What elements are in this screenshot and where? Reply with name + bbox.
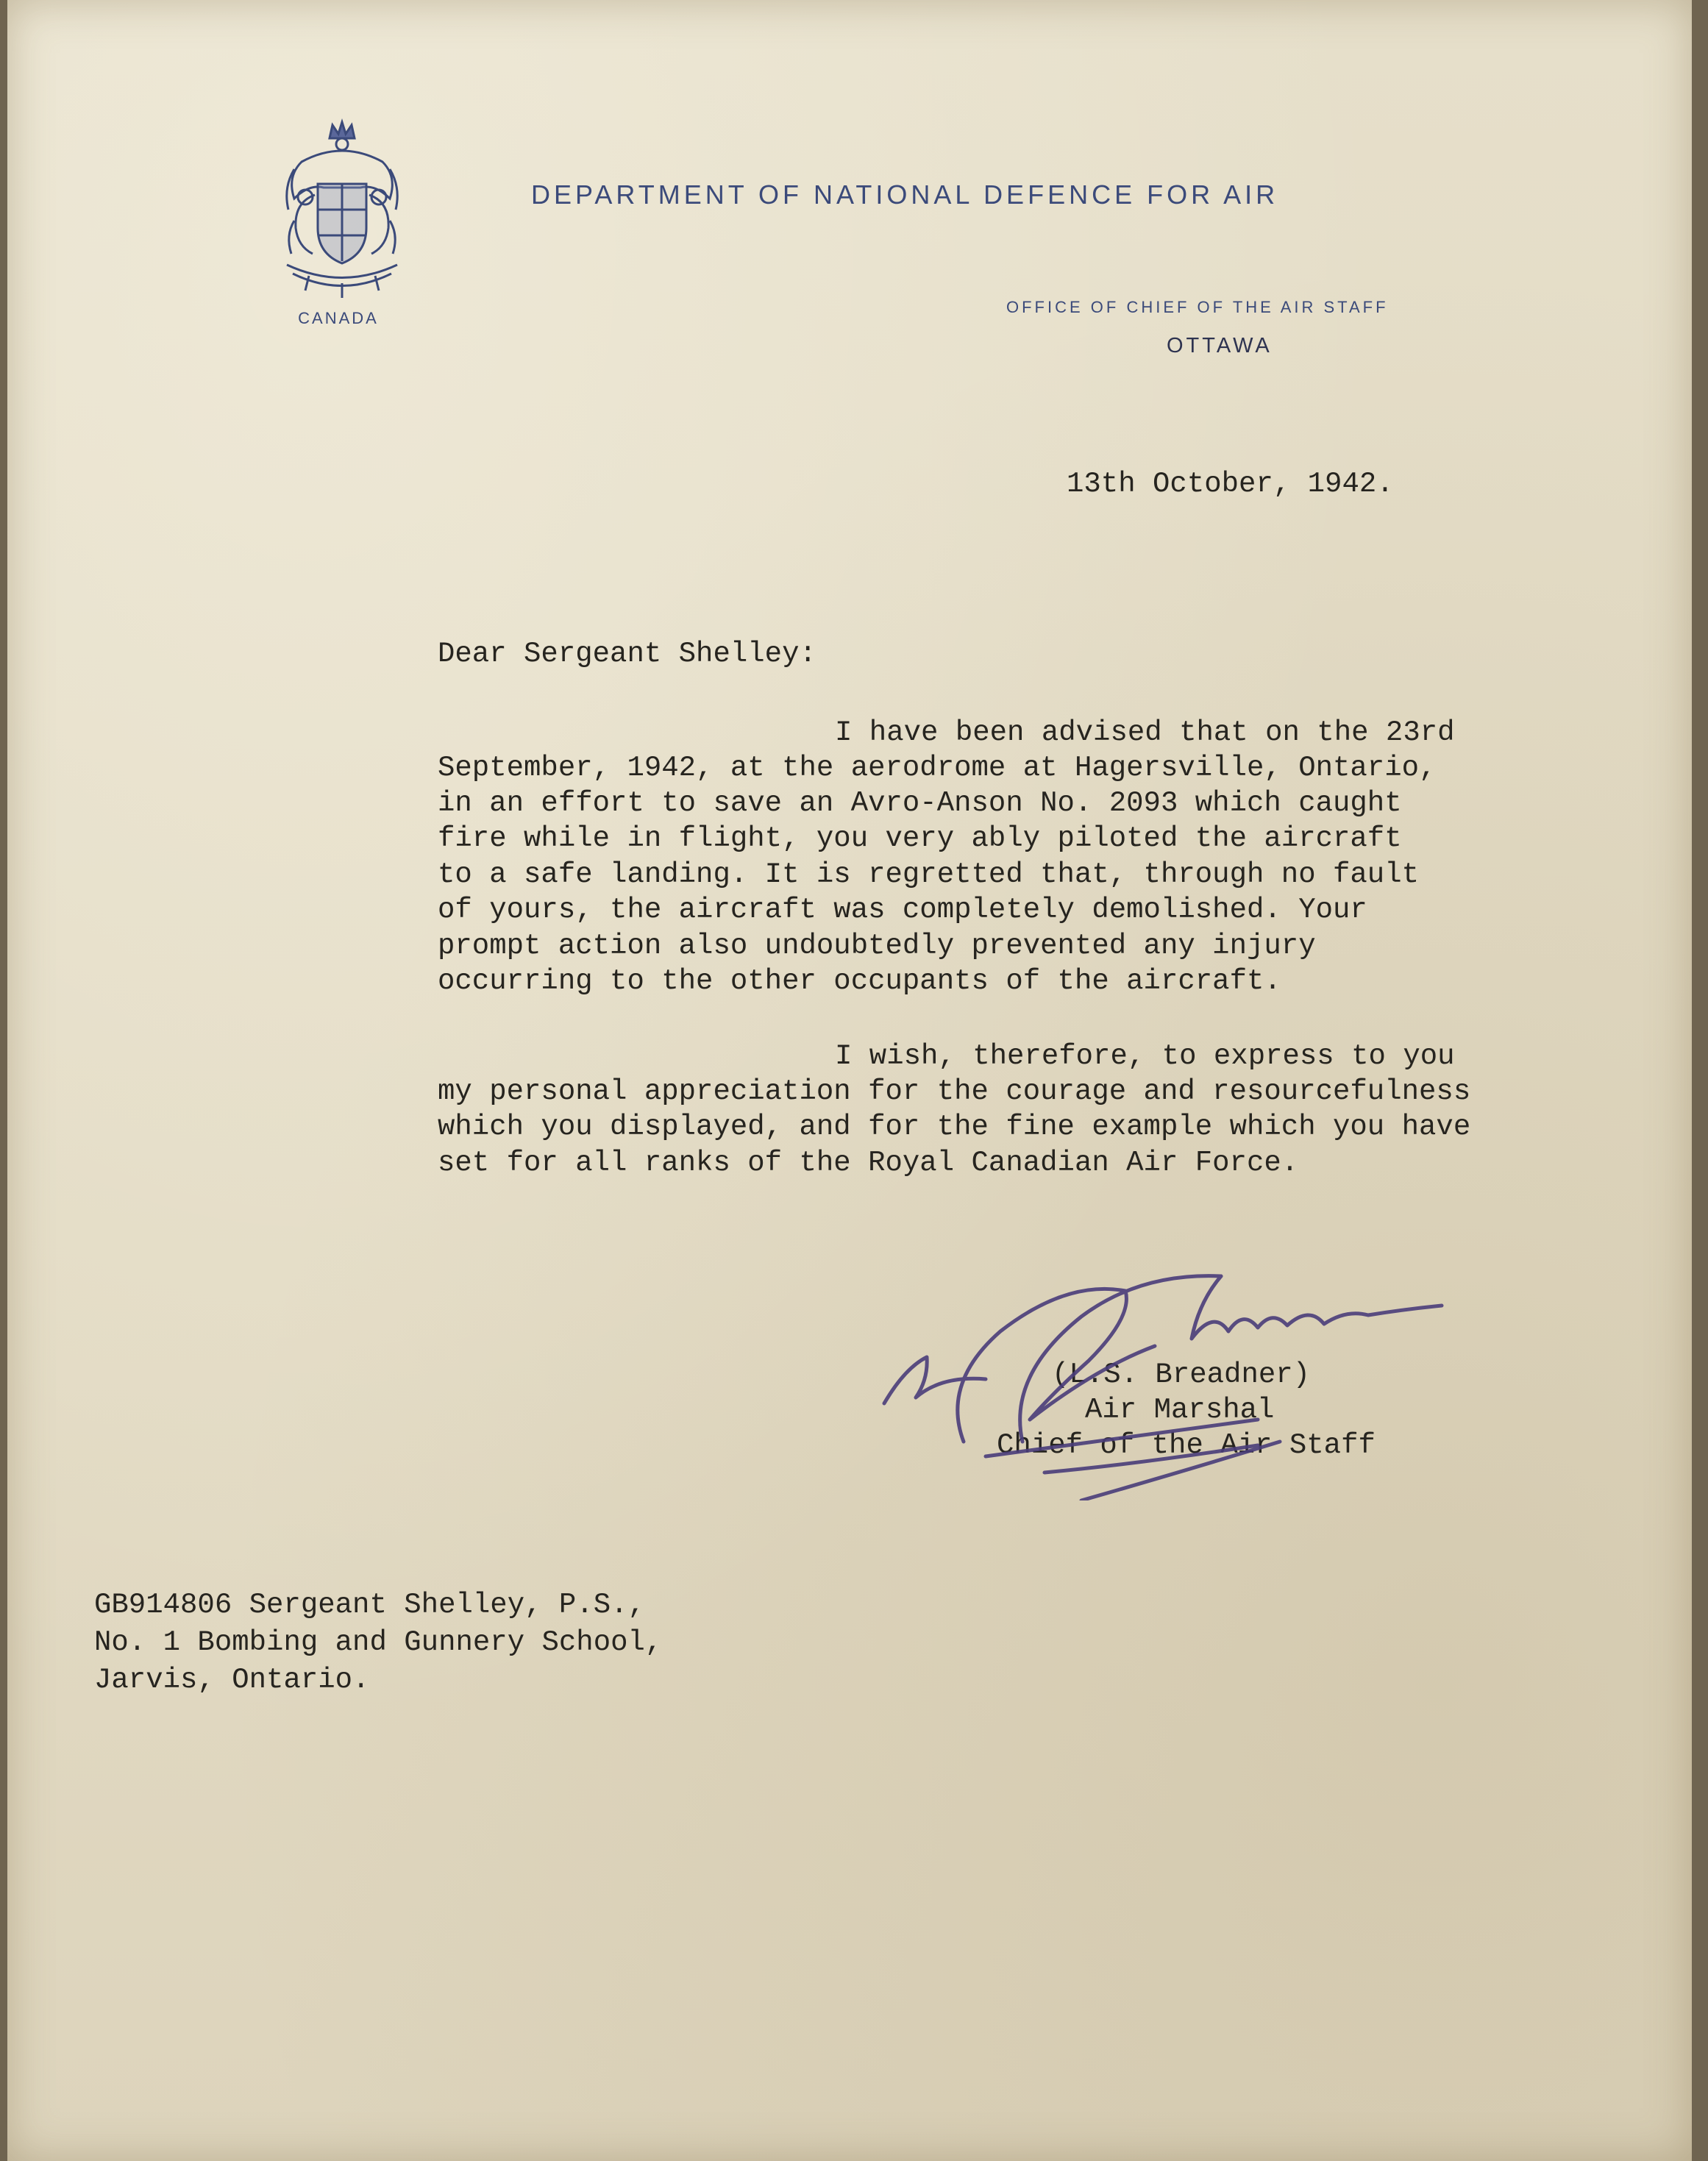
- office-city: OTTAWA: [1167, 334, 1273, 357]
- department-heading: DEPARTMENT OF NATIONAL DEFENCE FOR AIR: [531, 179, 1279, 210]
- office-heading: OFFICE OF CHIEF OF THE AIR STAFF: [1006, 298, 1389, 316]
- salutation: Dear Sergeant Shelley:: [438, 638, 816, 670]
- coat-of-arms-icon: [272, 118, 412, 302]
- paragraph1-line: prompt action also undoubtedly prevented any injury: [438, 930, 1316, 962]
- address-line: No. 1 Bombing and Gunnery School,: [94, 1626, 663, 1659]
- letter-page: [7, 0, 1692, 2161]
- paragraph1-line: of yours, the aircraft was completely demolished. Your: [438, 894, 1367, 926]
- handwritten-signature: [875, 1221, 1464, 1500]
- recipient-address: [94, 1587, 662, 1699]
- letter-date: 13th October, 1942.: [1067, 468, 1394, 500]
- paragraph1-line: occurring to the other occupants of the aircraft.: [438, 965, 1281, 997]
- paragraph2-line: which you displayed, and for the fine example which you have: [438, 1111, 1471, 1143]
- signatory-rank: Air Marshal: [1085, 1394, 1275, 1426]
- address-line: GB914806 Sergeant Shelley, P.S.,: [94, 1589, 645, 1621]
- crest-caption: CANADA: [298, 309, 379, 327]
- paragraph2-line: set for all ranks of the Royal Canadian Air Force.: [438, 1147, 1299, 1179]
- paragraph2-line: I wish, therefore, to express to you: [835, 1040, 1455, 1072]
- paragraph2-line: my personal appreciation for the courage and resourcefulness: [438, 1075, 1471, 1108]
- paragraph1-line: fire while in flight, you very ably piloted the aircraft: [438, 822, 1402, 855]
- paragraph1-line: in an effort to save an Avro-Anson No. 2093 which caught: [438, 787, 1402, 819]
- address-line: Jarvis, Ontario.: [94, 1664, 370, 1696]
- paragraph1-line: September, 1942, at the aerodrome at Hagersville, Ontario,: [438, 752, 1437, 784]
- paragraph1-line: I have been advised that on the 23rd: [835, 716, 1455, 749]
- signatory-title: Chief of the Air Staff: [997, 1429, 1376, 1462]
- paragraph1-line: to a safe landing. It is regretted that, through no fault: [438, 858, 1420, 891]
- signatory-name: (L.S. Breadner): [1052, 1359, 1311, 1391]
